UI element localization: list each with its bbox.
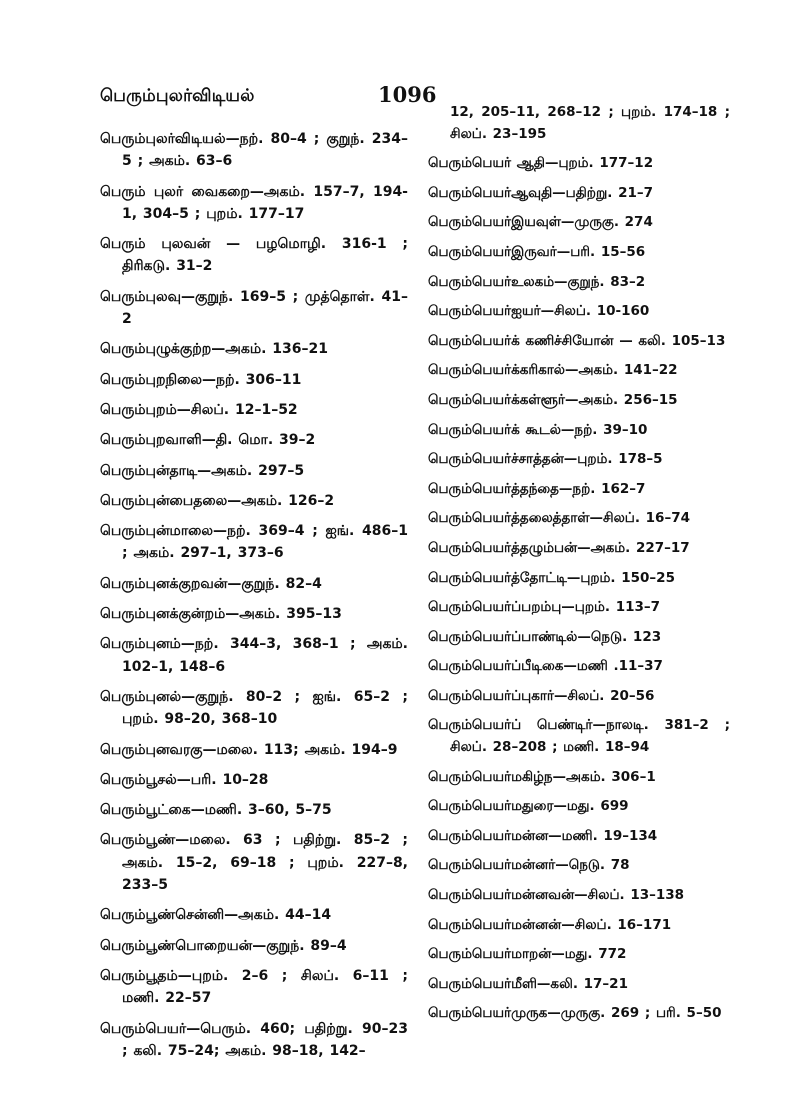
index-entry: பெரும்பூசல்—பரி. 10–28	[100, 771, 269, 788]
index-entry: பெரும்புன்தாடி—அகம். 297–5	[100, 462, 305, 479]
index-entry: பெரும்புறவாளி—தி. மொ. 39–2	[100, 432, 316, 449]
index-entry: பெரும்பெயர்ஐயர்—சிலப். 10-160	[428, 303, 650, 320]
index-entry: பெரும்பெயர்ப்பாண்டில்—நெடு. 123	[428, 628, 662, 645]
index-entry: பெரும்பெயர்ப்பீடிகை—மணி .11–37	[428, 658, 663, 675]
index-entry: பெரும்புலர்விடியல்—நற். 80–4 ; குறுந். 234–5 ; அகம். 63–6	[100, 131, 408, 170]
index-entry: பெரும்பெயர்மன்னன்—சிலப். 16–171	[428, 916, 672, 933]
index-entry: பெரும்பெயர்த்தோட்டி—புறம். 150–25	[428, 569, 675, 586]
index-entry: பெரும்பெயர்ப் பெண்டிர்—நாலடி. 381–2 ; சிலப். 28–208 ; மணி. 18–94	[428, 717, 730, 756]
right-column	[428, 102, 730, 1033]
index-entry: பெரும்பெயர்க்கரிகால்—அகம். 141–22	[428, 362, 678, 379]
index-entry: பெரும்புறநிலை—நற். 306–11	[100, 371, 302, 388]
index-entry: பெரும்பெயர்ஆவுதி—பதிற்று. 21–7	[428, 184, 654, 201]
index-entry: பெரும்பெயர்த்தலைத்தாள்—சிலப். 16–74	[428, 510, 690, 527]
index-entry: பெரும்புனல்—குறுந். 80–2 ; ஐங். 65–2 ; புறம். 98–20, 368–10	[100, 688, 408, 728]
index-entry: பெரும்பெயர்மகிழ்ந—அகம். 306–1	[428, 768, 656, 785]
index-entry: பெரும்பெயர்—பெரும். 460; பதிற்று. 90–23 ; கலி. 75–24; அகம். 98–18, 142–	[100, 1020, 408, 1059]
index-entry: பெரும்பூண்—மலை. 63 ; பதிற்று. 85–2 ; அகம். 15–2, 69–18 ; புறம். 227–8, 233–5	[100, 832, 408, 894]
index-entry: பெரும்பெயர்முருக—முருகு. 269 ; பரி. 5–50	[428, 1005, 722, 1022]
index-entry: பெரும்பெயர்மீளி—கலி. 17–21	[428, 975, 628, 992]
index-entry: பெரும்புனவரகு—மலை. 113; அகம். 194–9	[100, 741, 398, 758]
index-entry: பெரும்பெயர்இருவர்—பரி. 15–56	[428, 243, 646, 260]
index-entry: பெரும்பெயர்ப்புகார்—சிலப். 20–56	[428, 687, 655, 704]
page-number: 1096	[378, 82, 437, 107]
index-entry: பெரும்புனக்குன்றம்—அகம். 395–13	[100, 606, 342, 623]
index-entry: பெரும்புலவு—குறுந். 169–5 ; முத்தொள். 41–2	[100, 288, 408, 328]
left-column	[100, 128, 408, 1070]
index-entry: பெரும்பூதம்—புறம். 2–6 ; சிலப். 6–11 ; மணி. 22–57	[100, 967, 408, 1007]
index-entry: பெரும்பெயர்மன்னர்—நெடு. 78	[428, 857, 630, 874]
index-entry: பெரும்புன்மாலை—நற். 369–4 ; ஐங். 486–1 ; அகம். 297–1, 373–6	[100, 523, 408, 562]
index-entry: பெரும்பெயர்ச்சாத்தன்—புறம். 178–5	[428, 451, 663, 468]
index-entry: பெரும்பூண்சென்னி—அகம். 44–14	[100, 907, 332, 924]
index-entry: பெரும்பூட்கை—மணி. 3–60, 5–75	[100, 802, 332, 819]
index-entry: பெரும்பெயர்உலகம்—குறுந். 83–2	[428, 273, 646, 290]
index-entry: பெரும்பெயர்ப்பறம்பு—புறம். 113–7	[428, 599, 661, 616]
index-entry: பெரும்புறம்—சிலப். 12–1–52	[100, 401, 298, 418]
index-entry: பெரும்பெயர்க் கூடல்—நற். 39–10	[428, 421, 648, 438]
continued-entry: 12, 205–11, 268–12 ; புறம். 174–18 ; சிலப். 23–195	[450, 104, 730, 142]
index-entry: பெரும்பெயர்மன்ன—மணி. 19–134	[428, 827, 658, 844]
index-entry: பெரும் புலர் வைகறை—அகம். 157–7, 194-1, 304–5 ; புறம். 177–17	[100, 183, 408, 222]
index-entry: பெரும்பூண்பொறையன்—குறுந். 89–4	[100, 937, 347, 954]
index-entry: பெரும்பெயர்க் கணிச்சியோன் — கலி. 105–13	[428, 332, 726, 349]
index-entry: பெரும்பெயர்இயவுள்—முருகு. 274	[428, 214, 653, 231]
running-head: பெரும்புலர்விடியல்	[100, 86, 255, 106]
index-entry: பெரும்பெயர்மதுரை—மது. 699	[428, 798, 629, 815]
index-entry: பெரும் புலவன் — பழமொழி. 316-1 ; திரிகடு. 31–2	[100, 236, 408, 275]
index-entry: பெரும்பெயர்க்கள்ளூர்—அகம். 256–15	[428, 391, 678, 408]
index-entry: பெரும்பெயர்மாறன்—மது. 772	[428, 946, 627, 963]
index-entry: பெரும்பெயர்மன்னவன்—சிலப். 13–138	[428, 887, 685, 904]
index-entry: பெரும்பெயர்த்தழும்பன்—அகம். 227–17	[428, 539, 690, 556]
index-entry: பெரும்புனக்குறவன்—குறுந். 82–4	[100, 575, 322, 592]
index-entry: பெரும்புன்பைதலை—அகம். 126–2	[100, 492, 335, 509]
index-entry: பெரும்பெயர் ஆதி—புறம். 177–12	[428, 155, 654, 172]
index-entry: பெரும்புனம்—நற். 344–3, 368–1 ; அகம். 102–1, 148–6	[100, 636, 408, 675]
index-entry: பெரும்புழுக்குற்ற—அகம். 136–21	[100, 341, 328, 358]
index-entry: பெரும்பெயர்த்தந்தை—நற். 162–7	[428, 480, 646, 497]
